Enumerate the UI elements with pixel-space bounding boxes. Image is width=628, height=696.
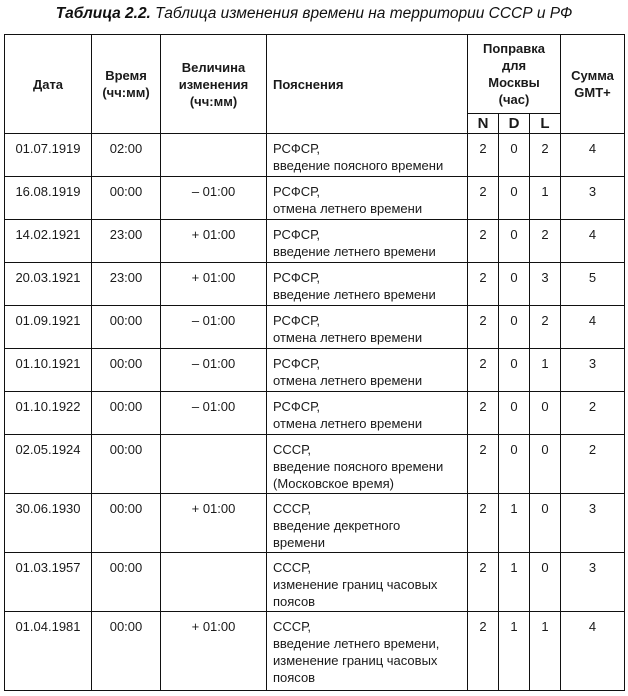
cell-l: 1 <box>530 177 561 220</box>
cell-n: 2 <box>468 553 499 612</box>
cell-d: 1 <box>499 494 530 553</box>
cell-l: 1 <box>530 612 561 691</box>
notes-line: РСФСР, <box>273 356 321 371</box>
table-row <box>5 435 625 494</box>
cell-gmt-sum: 2 <box>561 392 625 435</box>
caption-label: Таблица 2.2. <box>55 5 151 22</box>
table-body <box>5 134 625 691</box>
notes-line: СССР, <box>273 501 311 516</box>
cell-n: 2 <box>468 494 499 553</box>
notes-line: РСФСР, <box>273 227 321 242</box>
cell-d: 0 <box>499 392 530 435</box>
cell-n: 2 <box>468 435 499 494</box>
header-change: Величина изменения (чч:мм) <box>161 35 267 134</box>
header-gmt-sum: Сумма GMT+ <box>561 35 625 134</box>
cell-date: 01.07.1919 <box>5 134 92 177</box>
cell-change <box>161 134 267 177</box>
cell-l: 1 <box>530 349 561 392</box>
notes-line: изменение границ часовых <box>273 577 438 592</box>
cell-change: – 01:00 <box>161 306 267 349</box>
notes-line: РСФСР, <box>273 399 321 414</box>
cell-time: 00:00 <box>92 392 161 435</box>
notes-line: РСФСР, <box>273 313 321 328</box>
cell-gmt-sum: 4 <box>561 612 625 691</box>
cell-date: 01.10.1921 <box>5 349 92 392</box>
table-row <box>5 612 625 691</box>
cell-l: 0 <box>530 553 561 612</box>
notes-line: отмена летнего времени <box>273 373 423 388</box>
table-row <box>5 134 625 177</box>
cell-n: 2 <box>468 392 499 435</box>
cell-time: 23:00 <box>92 263 161 306</box>
cell-date: 01.03.1957 <box>5 553 92 612</box>
cell-l: 2 <box>530 306 561 349</box>
cell-notes <box>267 306 468 349</box>
cell-change: + 01:00 <box>161 494 267 553</box>
header-time: Время (чч:мм) <box>92 35 161 134</box>
cell-notes <box>267 435 468 494</box>
notes-line: СССР, <box>273 560 311 575</box>
cell-gmt-sum: 3 <box>561 494 625 553</box>
cell-d: 0 <box>499 177 530 220</box>
cell-gmt-sum: 2 <box>561 435 625 494</box>
cell-d: 1 <box>499 612 530 691</box>
header-moscow-correction: Поправка для Москвы (час) <box>468 35 561 114</box>
cell-change <box>161 435 267 494</box>
cell-notes <box>267 553 468 612</box>
notes-line: введение летнего времени, <box>273 636 440 651</box>
cell-date: 14.02.1921 <box>5 220 92 263</box>
cell-date: 30.06.1930 <box>5 494 92 553</box>
cell-n: 2 <box>468 612 499 691</box>
caption-title: Таблица изменения времени на территории СССР и РФ <box>150 5 573 22</box>
notes-line: отмена летнего времени <box>273 330 423 345</box>
cell-n: 2 <box>468 306 499 349</box>
cell-date: 02.05.1924 <box>5 435 92 494</box>
cell-n: 2 <box>468 263 499 306</box>
cell-notes <box>267 612 468 691</box>
cell-l: 2 <box>530 134 561 177</box>
cell-d: 0 <box>499 134 530 177</box>
cell-l: 2 <box>530 220 561 263</box>
cell-time: 23:00 <box>92 220 161 263</box>
notes-line: введение летнего времени <box>273 287 436 302</box>
cell-gmt-sum: 3 <box>561 177 625 220</box>
table-row <box>5 177 625 220</box>
cell-d: 0 <box>499 263 530 306</box>
cell-gmt-sum: 4 <box>561 134 625 177</box>
cell-notes <box>267 177 468 220</box>
notes-line: РСФСР, <box>273 141 321 156</box>
cell-gmt-sum: 3 <box>561 349 625 392</box>
cell-time: 00:00 <box>92 349 161 392</box>
cell-time: 00:00 <box>92 306 161 349</box>
notes-line: РСФСР, <box>273 184 321 199</box>
table-row <box>5 220 625 263</box>
notes-line: поясов <box>273 594 316 609</box>
cell-l: 3 <box>530 263 561 306</box>
cell-d: 1 <box>499 553 530 612</box>
notes-line: поясов <box>273 670 316 685</box>
table-row <box>5 306 625 349</box>
table-header <box>5 35 625 134</box>
table-row <box>5 392 625 435</box>
cell-d: 0 <box>499 306 530 349</box>
cell-l: 0 <box>530 494 561 553</box>
table-caption <box>0 5 628 23</box>
cell-d: 0 <box>499 435 530 494</box>
cell-notes <box>267 494 468 553</box>
notes-line: отмена летнего времени <box>273 416 423 431</box>
cell-gmt-sum: 3 <box>561 553 625 612</box>
cell-notes <box>267 263 468 306</box>
cell-date: 01.09.1921 <box>5 306 92 349</box>
cell-n: 2 <box>468 177 499 220</box>
cell-notes <box>267 134 468 177</box>
notes-line: СССР, <box>273 442 311 457</box>
cell-gmt-sum: 5 <box>561 263 625 306</box>
time-change-table <box>4 34 625 691</box>
notes-line: РСФСР, <box>273 270 321 285</box>
table-row <box>5 553 625 612</box>
cell-time: 00:00 <box>92 435 161 494</box>
cell-change: + 01:00 <box>161 220 267 263</box>
notes-line: введение декретного <box>273 518 401 533</box>
cell-time: 00:00 <box>92 612 161 691</box>
cell-change: – 01:00 <box>161 349 267 392</box>
header-n: N <box>468 114 499 134</box>
cell-change: + 01:00 <box>161 612 267 691</box>
notes-line: времени <box>273 535 325 550</box>
cell-date: 01.10.1922 <box>5 392 92 435</box>
notes-line: отмена летнего времени <box>273 201 423 216</box>
cell-date: 16.08.1919 <box>5 177 92 220</box>
cell-time: 00:00 <box>92 177 161 220</box>
cell-time: 00:00 <box>92 553 161 612</box>
cell-change <box>161 553 267 612</box>
header-l: L <box>530 114 561 134</box>
cell-time: 00:00 <box>92 494 161 553</box>
header-date: Дата <box>5 35 92 134</box>
notes-line: изменение границ часовых <box>273 653 438 668</box>
cell-gmt-sum: 4 <box>561 306 625 349</box>
cell-notes <box>267 349 468 392</box>
cell-notes <box>267 220 468 263</box>
cell-l: 0 <box>530 392 561 435</box>
cell-n: 2 <box>468 349 499 392</box>
table-row <box>5 494 625 553</box>
cell-date: 01.04.1981 <box>5 612 92 691</box>
cell-time: 02:00 <box>92 134 161 177</box>
cell-change: + 01:00 <box>161 263 267 306</box>
cell-gmt-sum: 4 <box>561 220 625 263</box>
notes-line: СССР, <box>273 619 311 634</box>
cell-change: – 01:00 <box>161 392 267 435</box>
cell-notes <box>267 392 468 435</box>
cell-date: 20.03.1921 <box>5 263 92 306</box>
cell-d: 0 <box>499 220 530 263</box>
notes-line: (Московское время) <box>273 476 394 491</box>
cell-n: 2 <box>468 134 499 177</box>
header-notes: Пояснения <box>267 35 468 134</box>
cell-change: – 01:00 <box>161 177 267 220</box>
notes-line: введение поясного времени <box>273 158 444 173</box>
notes-line: введение поясного времени <box>273 459 444 474</box>
cell-d: 0 <box>499 349 530 392</box>
notes-line: введение летнего времени <box>273 244 436 259</box>
cell-n: 2 <box>468 220 499 263</box>
cell-l: 0 <box>530 435 561 494</box>
header-d: D <box>499 114 530 134</box>
table-row <box>5 263 625 306</box>
table-row <box>5 349 625 392</box>
